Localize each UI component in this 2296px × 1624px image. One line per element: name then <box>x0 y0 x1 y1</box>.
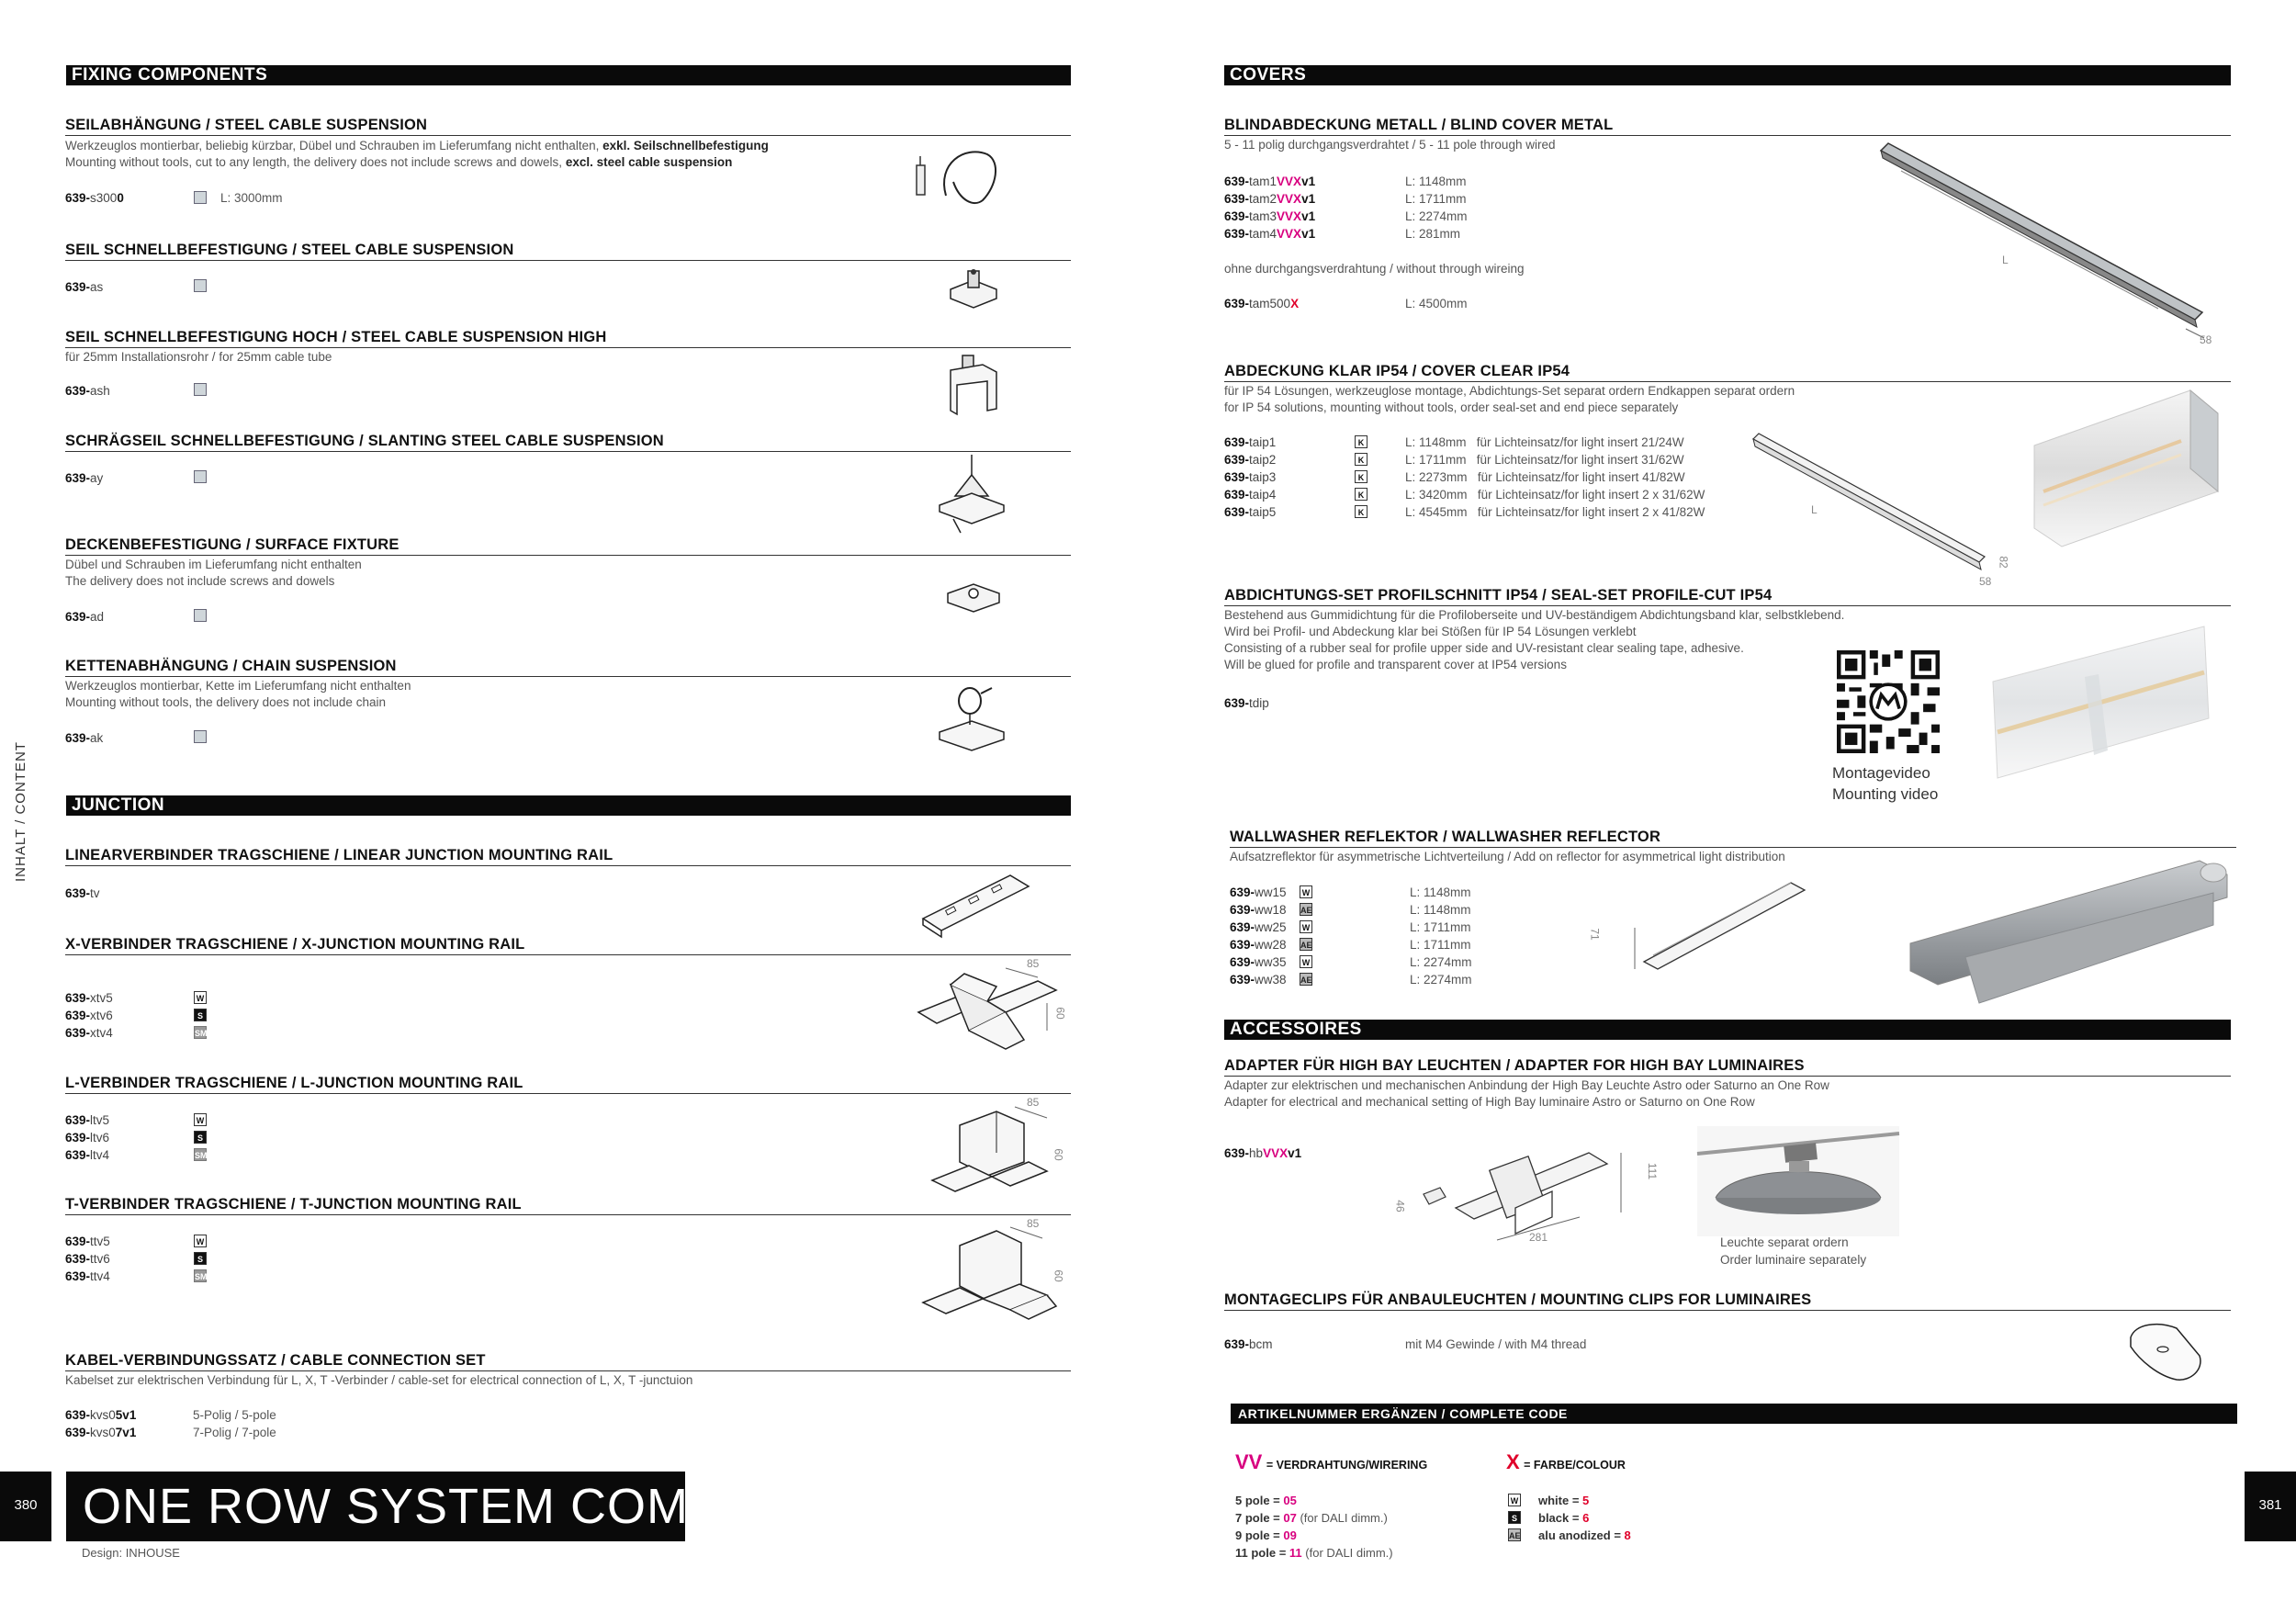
section-title: ADAPTER FÜR HIGH BAY LEUCHTEN / ADAPTER FOR HIGH BAY LUMINAIRES <box>1224 1056 2231 1077</box>
x-junction-illustration <box>914 957 1061 1058</box>
qr-code[interactable] <box>1837 650 1940 753</box>
colour-chip-silver: SM <box>194 1148 207 1161</box>
section-slanting-cable <box>65 432 1071 452</box>
length: L: 1711mm <box>1405 192 1467 206</box>
article-row: 639-xtv6 <box>65 1009 113 1022</box>
dimension-label: 58 <box>2200 333 2212 346</box>
article-row: 639-taip1 <box>1224 435 1277 449</box>
section-desc: Werkzeuglos montierbar, beliebig kürzbar, Dübel und Schrauben im Lieferumfang nicht enthalten, exkl. Seilschnellbefestigung Mounting without tools, cut to any length, the delivery does not include screws and dowels, excl. steel cable suspension <box>65 139 769 169</box>
colour-chip-clear: K <box>1355 453 1367 466</box>
article-row: 639-kvs07v1 <box>65 1426 137 1439</box>
section-title: X-VERBINDER TRAGSCHIENE / X-JUNCTION MOUNTING RAIL <box>65 935 1071 955</box>
section-title: SCHRÄGSEIL SCHNELLBEFESTIGUNG / SLANTING STEEL CABLE SUSPENSION <box>65 432 1071 452</box>
length: L: 2274mm <box>1410 955 1472 969</box>
video-label-en: Mounting video <box>1832 785 1939 803</box>
surface-fixture-illustration <box>944 577 1003 615</box>
article-row: 639-taip5 <box>1224 505 1277 519</box>
l-junction-illustration <box>923 1098 1061 1194</box>
junction-bar: JUNCTION <box>66 795 1071 816</box>
article-row: 639-ash <box>65 384 110 398</box>
article-row: 639-taip4 <box>1224 488 1277 502</box>
dimension-label: 60 <box>1052 1148 1065 1161</box>
section-desc: für 25mm Installationsrohr / for 25mm cable tube <box>65 350 332 364</box>
article-row: 639-ww28 <box>1230 938 1287 952</box>
length-insert: L: 2273mm für Lichteinsatz/for light insert 41/82W <box>1405 470 1685 484</box>
section-linear-junction <box>65 846 1071 866</box>
article-row: 639-ww38 <box>1230 973 1287 987</box>
pole-row: 5 pole = 05 <box>1235 1494 1297 1507</box>
section-desc: Werkzeuglos montierbar, Kette im Lieferumfang nicht enthalten Mounting without tools, the delivery does not include chain <box>65 679 411 709</box>
side-label: INHALT / CONTENT <box>13 741 28 882</box>
x-legend: X = FARBE/COLOUR <box>1506 1450 1626 1473</box>
article-row: 639-s3000 <box>65 191 124 205</box>
colour-chip-alu: AE <box>1300 903 1312 916</box>
no-wiring-note: ohne durchgangsverdrahtung / without through wireing <box>1224 262 1525 276</box>
article-row: 639-ay <box>65 471 104 485</box>
colour-chip-white: W <box>194 991 207 1004</box>
colour-chip-white: W <box>194 1235 207 1247</box>
video-label-de: Montagevideo <box>1832 764 1930 782</box>
t-junction-illustration <box>918 1220 1061 1321</box>
steel-cable-illustration <box>909 145 1010 209</box>
section-x-junction <box>65 935 1071 955</box>
article-row: 639-tdip <box>1224 696 1269 710</box>
article-desc: 7-Polig / 7-pole <box>193 1426 276 1439</box>
section-desc: Bestehend aus Gummidichtung für die Profiloberseite und UV-beständigem Abdichtungsband klar, selbstklebend. Wird bei Profil- und Abdeckung klar bei Stößen für IP 54 Lösungen verklebt Consisting of a rubber seal for profile upper side and UV-resistant clear sealing tape, adhesive. Will be glued for profile and transparent cover at IP54 versions <box>1224 608 1845 671</box>
colour-chip-silver: SM <box>194 1026 207 1039</box>
dimension-label: 60 <box>1053 1007 1067 1020</box>
article-row: 639-ww15 <box>1230 885 1287 899</box>
colour-chip-white: W <box>194 1113 207 1126</box>
wallwasher-photo <box>1910 856 2227 1008</box>
article-row: 639-ltv5 <box>65 1113 110 1127</box>
colour-chip-black: S <box>1508 1511 1521 1524</box>
section-desc: Aufsatzreflektor für asymmetrische Lichtverteilung / Add on reflector for asymmetrical light distribution <box>1230 850 1785 863</box>
length-insert: L: 4545mm für Lichteinsatz/for light insert 2 x 41/82W <box>1405 505 1705 519</box>
length: L: 2274mm <box>1405 209 1468 223</box>
finish-icon <box>194 609 207 622</box>
colour-chip-clear: K <box>1355 435 1367 448</box>
vv-legend: VV = VERDRAHTUNG/WIRERING <box>1235 1450 1428 1473</box>
dimension-label: 111 <box>1646 1162 1660 1180</box>
colour-row: alu anodized = 8 <box>1538 1528 1631 1542</box>
article-row: 639-ww35 <box>1230 955 1287 969</box>
article-row: 639-ww18 <box>1230 903 1287 917</box>
cover-clear-photo <box>2034 390 2232 551</box>
section-l-junction <box>65 1074 1071 1094</box>
high-bay-adapter-drawing <box>1405 1125 1635 1249</box>
article-row: 639-ltv4 <box>65 1148 110 1162</box>
length-insert: L: 3420mm für Lichteinsatz/for light insert 2 x 31/62W <box>1405 488 1705 502</box>
finish-icon <box>194 730 207 743</box>
slanting-cable-illustration <box>935 455 1008 537</box>
article-row: 639-ttv6 <box>65 1252 110 1266</box>
cover-clear-drawing <box>1750 432 1993 579</box>
length: L: 3000mm <box>220 191 283 205</box>
colour-chip-alu: AE <box>1508 1528 1521 1541</box>
section-desc: 5 - 11 polig durchgangsverdrahtet / 5 - 11 pole through wired <box>1224 138 1556 152</box>
colour-chip-white: W <box>1508 1494 1521 1506</box>
page-title: ONE ROW SYSTEM COMPONENTS <box>66 1472 685 1541</box>
wallwasher-drawing <box>1639 877 1809 969</box>
finish-icon <box>194 191 207 204</box>
article-row: 639-xtv5 <box>65 991 113 1005</box>
article-row: 639-tam2VVXv1 <box>1224 192 1316 206</box>
length: L: 2274mm <box>1410 973 1472 987</box>
length: L: 4500mm <box>1405 297 1468 310</box>
article-row: 639-bcm <box>1224 1337 1273 1351</box>
luminaire-note: Leuchte separat ordern Order luminaire separately <box>1720 1235 1867 1267</box>
colour-chip-black: S <box>194 1252 207 1265</box>
article-row: 639-as <box>65 280 104 294</box>
section-title: MONTAGECLIPS FÜR ANBAULEUCHTEN / MOUNTING CLIPS FOR LUMINAIRES <box>1224 1291 2231 1311</box>
section-mounting-clips <box>1224 1291 2231 1311</box>
section-title: SEIL SCHNELLBEFESTIGUNG / STEEL CABLE SUSPENSION <box>65 241 1071 261</box>
section-cable-quick-fix <box>65 241 1071 261</box>
article-row: 639-kvs05v1 <box>65 1408 137 1422</box>
section-cable-connection-set <box>65 1351 1071 1389</box>
article-desc: 5-Polig / 5-pole <box>193 1408 276 1422</box>
article-row: 639-ad <box>65 610 105 624</box>
dimension-label: 46 <box>1393 1200 1407 1212</box>
section-title: KABEL-VERBINDUNGSSATZ / CABLE CONNECTION SET <box>65 1351 1071 1371</box>
section-high-bay-adapter <box>1224 1056 2231 1111</box>
fixing-components-bar: FIXING COMPONENTS <box>66 65 1071 85</box>
linear-junction-illustration <box>918 868 1033 937</box>
colour-chip-black: S <box>194 1009 207 1021</box>
dimension-label: 85 <box>1027 1217 1040 1230</box>
section-desc: Dübel und Schrauben im Lieferumfang nicht enthalten The delivery does not include screws and dowels <box>65 558 362 588</box>
cable-quick-fix-high-illustration <box>946 354 1001 416</box>
article-desc: mit M4 Gewinde / with M4 thread <box>1405 1337 1587 1351</box>
length: L: 1148mm <box>1410 903 1471 917</box>
cable-quick-fix-illustration <box>946 266 1001 312</box>
chain-suspension-illustration <box>935 684 1008 758</box>
high-bay-luminaire-photo <box>1697 1126 1899 1236</box>
section-desc: Adapter zur elektrischen und mechanischen Anbindung der High Bay Leuchte Astro oder Saturno an One Row Adapter for electrical and mechanical setting of High Bay luminaire Astro or Saturno on One Row <box>1224 1078 1829 1109</box>
section-title: LINEARVERBINDER TRAGSCHIENE / LINEAR JUNCTION MOUNTING RAIL <box>65 846 1071 866</box>
dimension-label: 281 <box>1529 1231 1548 1244</box>
length: L: 1711mm <box>1410 938 1471 952</box>
colour-chip-white: W <box>1300 920 1312 933</box>
section-title: BLINDABDECKUNG METALL / BLIND COVER METAL <box>1224 116 2231 136</box>
dimension-label: L <box>1811 503 1818 516</box>
pole-row: 9 pole = 09 <box>1235 1528 1297 1542</box>
length: L: 1148mm <box>1410 885 1471 899</box>
length-insert: L: 1711mm für Lichteinsatz/for light insert 31/62W <box>1405 453 1684 467</box>
finish-icon <box>194 383 207 396</box>
article-row: 639-xtv4 <box>65 1026 113 1040</box>
section-desc: für IP 54 Lösungen, werkzeuglose montage, Abdichtungs-Set separat ordern Endkappen separat ordern for IP 54 solutions, mounting without tools, order seal-set and end piece separately <box>1224 384 1795 414</box>
pole-row: 7 pole = 07 (for DALI dimm.) <box>1235 1511 1388 1525</box>
section-title: KETTENABHÄNGUNG / CHAIN SUSPENSION <box>65 657 1071 677</box>
dimension-label: 71 <box>1588 928 1602 941</box>
article-row: 639-tam1VVXv1 <box>1224 175 1316 188</box>
colour-row: black = 6 <box>1538 1511 1590 1525</box>
seal-set-photo <box>1993 626 2209 783</box>
colour-chip-black: S <box>194 1131 207 1144</box>
article-row: 639-ttv5 <box>65 1235 110 1248</box>
mounting-clip-illustration <box>2122 1319 2209 1388</box>
dimension-label: 85 <box>1027 1096 1040 1109</box>
section-title: WALLWASHER REFLEKTOR / WALLWASHER REFLECTOR <box>1230 828 2236 848</box>
article-row: 639-taip3 <box>1224 470 1277 484</box>
section-title: L-VERBINDER TRAGSCHIENE / L-JUNCTION MOUNTING RAIL <box>65 1074 1071 1094</box>
dimension-label: 85 <box>1027 957 1040 970</box>
pole-row: 11 pole = 11 (for DALI dimm.) <box>1235 1546 1393 1560</box>
colour-chip-clear: K <box>1355 470 1367 483</box>
section-title: T-VERBINDER TRAGSCHIENE / T-JUNCTION MOUNTING RAIL <box>65 1195 1071 1215</box>
colour-chip-clear: K <box>1355 488 1367 501</box>
section-surface-fixture <box>65 536 1071 590</box>
section-title: SEIL SCHNELLBEFESTIGUNG HOCH / STEEL CABLE SUSPENSION HIGH <box>65 328 1071 348</box>
article-row: 639-ww25 <box>1230 920 1287 934</box>
dimension-label: 58 <box>1979 575 1992 588</box>
page-number: 380 <box>14 1497 38 1513</box>
section-desc: Kabelset zur elektrischen Verbindung für L, X, T -Verbinder / cable-set for electrical connection of L, X, T -junctuion <box>65 1373 693 1387</box>
finish-icon <box>194 279 207 292</box>
complete-code-bar: ARTIKELNUMMER ERGÄNZEN / COMPLETE CODE <box>1231 1404 2237 1424</box>
article-row: 639-ak <box>65 731 104 745</box>
colour-row: white = 5 <box>1538 1494 1590 1507</box>
section-title: ABDECKUNG KLAR IP54 / COVER CLEAR IP54 <box>1224 362 2231 382</box>
dimension-label: 60 <box>1052 1269 1065 1282</box>
dimension-label: 82 <box>1997 556 2010 569</box>
article-row: 639-tam3VVXv1 <box>1224 209 1316 223</box>
article-row: 639-ltv6 <box>65 1131 110 1145</box>
length: L: 1711mm <box>1410 920 1471 934</box>
section-title: DECKENBEFESTIGUNG / SURFACE FIXTURE <box>65 536 1071 556</box>
article-row: 639-tam500X <box>1224 297 1300 310</box>
design-credit: Design: INHOUSE <box>82 1546 180 1560</box>
dimension-label: L <box>2002 254 2009 266</box>
length: L: 1148mm <box>1405 175 1467 188</box>
section-title: SEILABHÄNGUNG / STEEL CABLE SUSPENSION <box>65 116 1071 136</box>
article-row: 639-tam4VVXv1 <box>1224 227 1316 241</box>
length: L: 281mm <box>1405 227 1461 241</box>
article-row: 639-ttv4 <box>65 1269 110 1283</box>
article-row: 639-taip2 <box>1224 453 1277 467</box>
colour-chip-white: W <box>1300 955 1312 968</box>
covers-bar: COVERS <box>1224 65 2231 85</box>
colour-chip-clear: K <box>1355 505 1367 518</box>
length-insert: L: 1148mm für Lichteinsatz/for light insert 21/24W <box>1405 435 1684 449</box>
article-row: 639-hbVVXv1 <box>1224 1146 1302 1160</box>
colour-chip-alu: AE <box>1300 973 1312 986</box>
accessoires-bar: ACCESSOIRES <box>1224 1020 2231 1040</box>
colour-chip-silver: SM <box>194 1269 207 1282</box>
colour-chip-alu: AE <box>1300 938 1312 951</box>
page-number: 381 <box>2258 1497 2282 1513</box>
section-chain-suspension <box>65 657 1071 711</box>
blind-cover-illustration <box>1874 145 2204 338</box>
finish-icon <box>194 470 207 483</box>
colour-chip-white: W <box>1300 885 1312 898</box>
section-cable-quick-fix-high <box>65 328 1071 366</box>
article-row: 639-tv <box>65 886 100 900</box>
section-t-junction <box>65 1195 1071 1215</box>
section-title: ABDICHTUNGS-SET PROFILSCHNITT IP54 / SEAL-SET PROFILE-CUT IP54 <box>1224 586 2231 606</box>
